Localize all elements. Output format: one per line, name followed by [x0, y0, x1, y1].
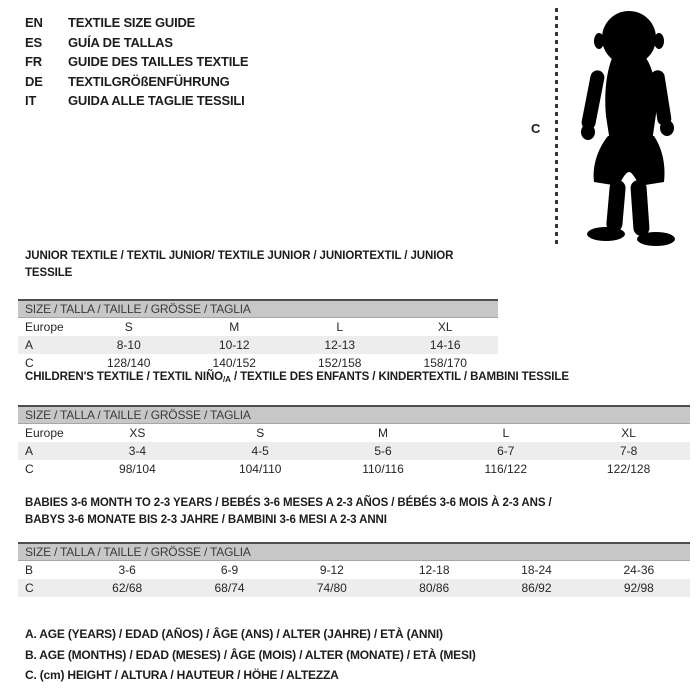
size-header-bar: SIZE / TALLA / TAILLE / GRÖSSE / TAGLIA [18, 299, 498, 318]
language-code: EN [25, 15, 43, 30]
size-cell: 62/68 [112, 581, 143, 595]
row-label: A [25, 444, 34, 458]
size-cell: 3-4 [128, 444, 147, 458]
row-label: C [25, 356, 34, 370]
size-cell: 12-18 [418, 563, 450, 577]
language-item [25, 91, 248, 111]
size-cell: 86/92 [521, 581, 552, 595]
table-row [18, 424, 690, 442]
size-cell: 12-13 [324, 338, 356, 352]
section-title [18, 512, 690, 529]
language-item [25, 52, 248, 72]
size-cell: S [124, 320, 133, 334]
size-table-section [18, 369, 690, 478]
size-cell: 74/80 [316, 581, 347, 595]
size-cell: L [502, 426, 510, 440]
size-cell: 158/170 [423, 356, 467, 370]
language-list [25, 13, 248, 111]
size-cell: XL [437, 320, 453, 334]
size-cell: 122/128 [606, 462, 651, 476]
size-cell: S [256, 426, 265, 440]
language-title: TEXTILE SIZE GUIDE [68, 15, 196, 30]
size-cell: 110/116 [362, 462, 404, 476]
size-cell: 18-24 [521, 563, 552, 577]
language-title: TEXTILGRÖßENFÜHRUNG [68, 73, 230, 89]
size-cell: 140/152 [212, 356, 256, 370]
language-code: IT [25, 93, 37, 109]
size-cell: XL [621, 426, 636, 440]
size-cell: L [336, 320, 344, 334]
language-item [25, 13, 248, 33]
table-row [18, 318, 498, 336]
measure-label-c: C [531, 121, 541, 136]
row-label: A [25, 338, 34, 352]
size-cell: 92/98 [623, 581, 654, 595]
size-cell: 68/74 [214, 581, 245, 595]
size-cell: 5-6 [374, 444, 392, 458]
size-cell: 9-12 [319, 563, 344, 577]
section-title-block [18, 369, 690, 388]
size-cell: 4-5 [251, 444, 269, 458]
section-title-block [18, 248, 498, 282]
table-rows [18, 561, 690, 597]
language-title: GUIDA ALLE TAGLIE TESSILI [68, 93, 245, 109]
language-code: DE [25, 73, 43, 89]
table-rows [18, 424, 690, 478]
section-title-text: JUNIOR TEXTILE / TEXTIL JUNIOR/ TEXTILE JUNIOR / JUNIORTEXTIL / JUNIOR TESSILE [25, 250, 454, 279]
row-label: Europe [25, 426, 64, 440]
height-dashed-line [555, 8, 558, 246]
section-title [18, 248, 498, 282]
size-cell: 7-8 [619, 444, 638, 458]
language-item [25, 33, 248, 53]
row-label: C [25, 462, 34, 476]
section-title-block [18, 495, 690, 529]
size-cell: 152/158 [318, 356, 362, 370]
size-header-bar: SIZE / TALLA / TAILLE / GRÖSSE / TAGLIA [18, 405, 690, 424]
size-cell: 80/86 [419, 581, 450, 595]
size-cell: 116/122 [484, 462, 528, 476]
size-cell: 98/104 [119, 462, 156, 476]
language-title: GUÍA DE TALLAS [68, 34, 173, 50]
footnote-list [25, 624, 476, 686]
size-cell: M [377, 426, 388, 440]
row-label: C [25, 581, 34, 595]
table-rows [18, 318, 498, 372]
table-row [18, 579, 690, 597]
table-row [18, 561, 690, 579]
section-title [18, 369, 690, 388]
size-cell: 6-9 [220, 563, 239, 577]
section-title-text: /A [223, 375, 231, 384]
size-cell: M [229, 320, 240, 334]
section-title-text: / TEXTILE DES ENFANTS / KINDERTEXTIL / BAMBINI TESSILE [230, 371, 569, 383]
size-cell: 8-10 [116, 338, 141, 352]
language-item [25, 72, 248, 92]
size-header-bar: SIZE / TALLA / TAILLE / GRÖSSE / TAGLIA [18, 542, 690, 561]
section-title-text: CHILDREN'S TEXTILE / TEXTIL NIÑO [25, 371, 224, 383]
size-cell: 3-6 [118, 563, 136, 577]
size-cell: 10-12 [218, 338, 250, 352]
size-cell: 24-36 [623, 563, 655, 577]
size-figure [520, 0, 700, 256]
size-cell: 128/140 [107, 356, 151, 370]
size-cell: XS [129, 426, 146, 440]
language-title: GUIDE DES TAILLES TEXTILE [68, 54, 249, 70]
footnote-line: C. (cm) HEIGHT / ALTURA / HAUTEUR / HÖHE / ALTEZZA [25, 668, 339, 682]
row-label: Europe [25, 320, 64, 334]
baby-silhouette-icon [568, 8, 688, 246]
table-row [18, 336, 498, 354]
size-table-section [18, 495, 690, 597]
language-code: FR [25, 54, 42, 70]
size-table-section [18, 248, 498, 372]
footnote-line: A. AGE (YEARS) / EDAD (AÑOS) / ÂGE (ANS) / ALTER (JAHRE) / ETÀ (ANNI) [25, 627, 443, 641]
language-code: ES [25, 34, 42, 50]
section-title-text: BABIES 3-6 MONTH TO 2-3 YEARS / BEBÉS 3-6 MESES A 2-3 AÑOS / BÉBÉS 3-6 MOIS À 2-3 ANS / [25, 497, 552, 509]
section-title [18, 495, 690, 512]
table-row [18, 442, 690, 460]
section-title-text: BABYS 3-6 MONATE BIS 2-3 JAHRE / BAMBINI 3-6 MESI A 2-3 ANNI [25, 514, 387, 526]
row-label: B [25, 563, 34, 577]
size-cell: 104/110 [238, 462, 282, 476]
footnote-line: B. AGE (MONTHS) / EDAD (MESES) / ÂGE (MOIS) / ALTER (MONATE) / ETÀ (MESI) [25, 647, 476, 662]
table-row [18, 460, 690, 478]
size-cell: 6-7 [497, 444, 515, 458]
size-cell: 14-16 [429, 338, 461, 352]
